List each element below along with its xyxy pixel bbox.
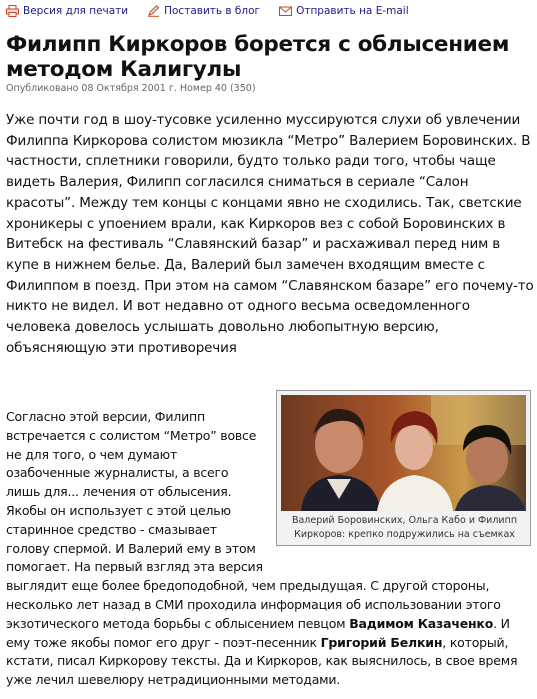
send-email-label: Отправить на E-mail [296,5,409,17]
body-text-fragment: ему тоже якобы помог его друг - поэт-песенник [6,634,321,650]
post-to-blog-link[interactable] [147,5,260,17]
envelope-icon [279,5,292,17]
body-text-fragment: экзотического метода борьбы с облысением певцом [6,615,350,631]
print-version-link[interactable] [6,5,128,17]
photo-caption: Валерий Боровинских, Ольга Кабо и Филипп Киркоров: крепко подружились на съемках [291,515,518,540]
body-line: голову спермой. И Валерий ему в этом [6,540,256,556]
person-name: Григорий Белкин [320,634,443,650]
body-line: несколько лет назад в СМИ проходила информация об использовании этого [6,596,501,612]
publication-meta: Опубликовано 08 Октября 2001 г. Номер 40 (350) [6,83,256,94]
person-name: Вадимом Казаченко [349,615,494,631]
body-line: не для того, о чем думают [6,446,178,462]
body-line: лишь для... лечения от облысения. [6,484,232,500]
send-email-link[interactable] [279,5,409,17]
body-line: выглядит еще более бредоподобной, чем предыдущая. С другой стороны, [6,578,490,594]
article-toolbar [6,3,428,19]
body-line: кстати, писал Киркорову тексты. Да и Киркоров, как выяснилось, в свое время [6,653,518,669]
body-line: помогает. На первый взгляд эта версия [6,559,263,575]
article-lead: Уже почти год в шоу-тусовке усиленно муссируются слухи об увлечении Филиппа Киркорова солистом мюзикла “Метро” Валерием Боровинских. В частности, сплетники говорили, будто только ради того, чтобы чаще видеть Валерия, Филипп согласился сниматься в сериале “Салон красоты”. Между тем концы с концами явно не сходились. Так, светские хроникеры с упоением врали, как Киркоров вез с собой Боровинских в Витебск на фестиваль “Славянский базар” и расхаживал перед ним в купе в нижнем белье. Да, Валерий был замечен входящим вместе с Филиппом в поезд. При этом на самом “Славянском базаре” его почему-то никто не видел. И вот недавно от одного весьма осведомленного человека довелось услышать довольно любопытную версию, объясняющую эти противоречия [6,112,534,356]
post-to-blog-label: Поставить в блог [164,5,261,17]
body-line: встречается с солистом “Метро” вовсе [6,427,257,443]
body-line [6,615,536,634]
body-line: озабоченные журналисты, а всего [6,465,229,481]
article-body [6,408,536,690]
body-line: Согласно этой версии, Филипп [6,409,205,424]
body-text-fragment: . И [493,615,510,631]
print-version-label: Версия для печати [23,5,129,17]
printer-icon [6,5,19,17]
body-line: старинное средство - смазывает [6,521,217,537]
body-line: Якобы он использует с этой целью [6,502,231,518]
pencil-icon [147,5,160,17]
body-line: уже лечил шевелюру нетрадиционными методами. [6,672,341,688]
body-line [6,634,536,653]
body-text-fragment: , который, [442,634,509,650]
article-title: Филипп Киркоров борется с облысением методом Калигулы [6,32,510,82]
